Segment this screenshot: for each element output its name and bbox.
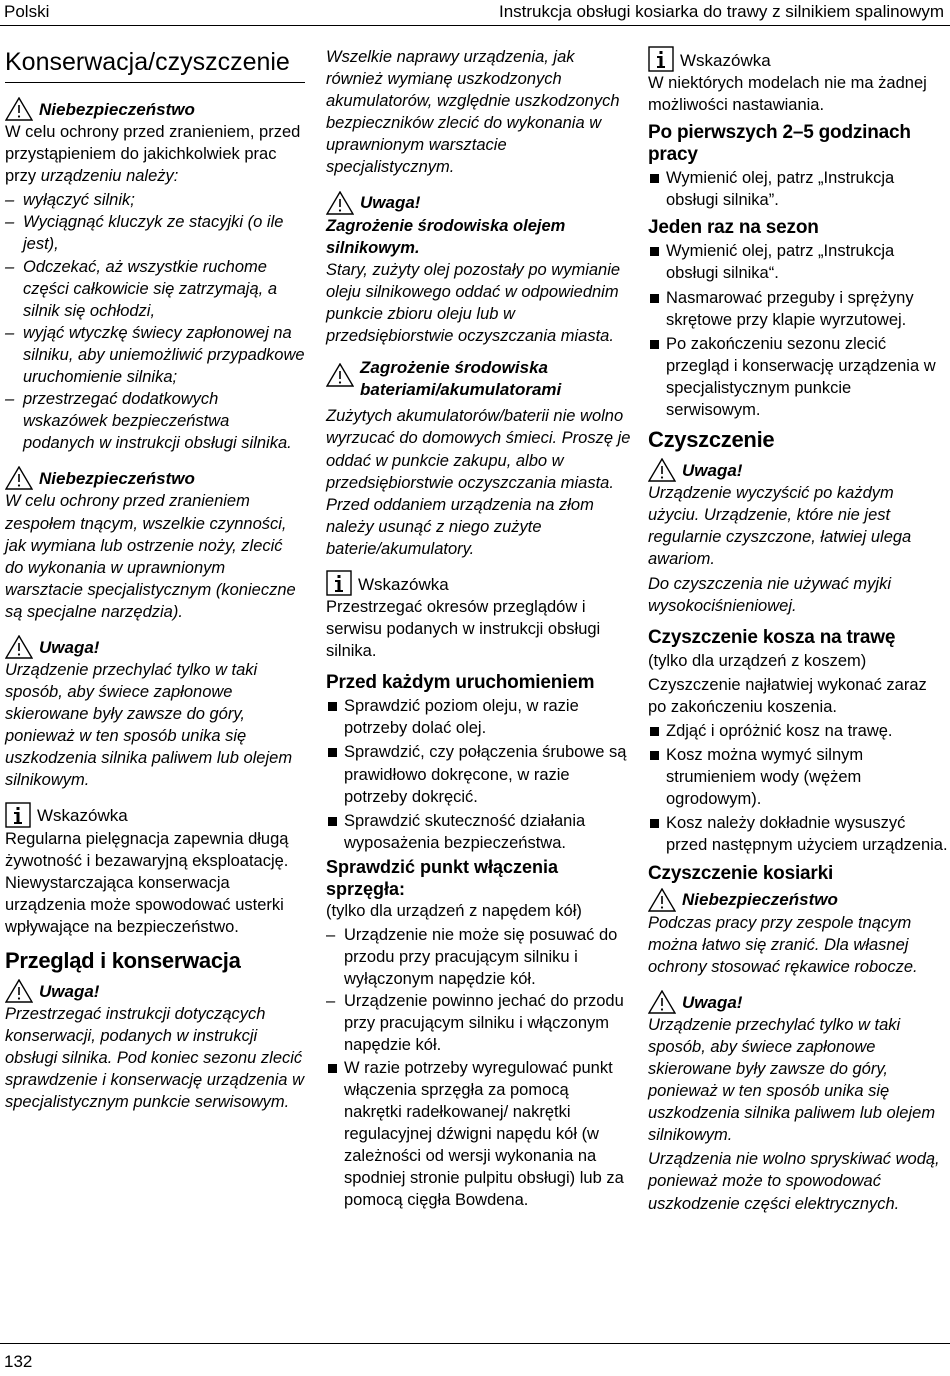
hint-notice-3 (648, 46, 948, 116)
caution-title: Uwaga! (39, 981, 100, 1001)
list-item: – Urządzenie powinno jechać do przodu przy pracującym silniku i włączonym napędzie kół. (326, 990, 631, 1056)
hint-title: Wskazówka (680, 50, 771, 70)
clutch-note: (tylko dla urządzeń z napędem kół) (326, 901, 582, 920)
caution-title: Uwaga! (682, 461, 743, 481)
warning-triangle-icon (5, 635, 33, 659)
caution-text: Urządzenia nie wolno spryskiwać wodą, ponieważ może to spowodować uszkodzenie części elektrycznych. (648, 1150, 940, 1213)
caution-title: Uwaga! (360, 193, 421, 213)
section-title-after-first-hours: Po pierwszych 2–5 godzinach pracy (648, 122, 911, 166)
list-item: Nasmarować przeguby i sprężyny skrętowe przy klapie wyrzutowej. (648, 287, 948, 331)
danger-notice-3 (648, 886, 948, 978)
hint-notice-2 (326, 570, 631, 662)
caution-notice-1 (5, 633, 305, 792)
caution-text: Przestrzegać instrukcji dotyczących konserwacji, podanych w instrukcji obsługi silnika. Pod koniec sezonu zlecić sprawdzenie i konserwację urządzenia w specjalistycznym punkcie serwisowym. (5, 1005, 304, 1112)
warning-triangle-icon (648, 458, 676, 482)
page-header (0, 0, 950, 26)
warning-triangle-icon (5, 979, 33, 1003)
list-item: Sprawdzić, czy połączenia śrubowe są prawidłowo dokręcone, w razie potrzeby dokręcić. (326, 741, 631, 807)
warning-triangle-icon (5, 97, 33, 121)
season-list (648, 240, 948, 421)
header-language: Polski (4, 2, 50, 21)
caution-text: Urządzenie przechylać tylko w taki sposób, aby świece zapłonowe skierowane były zawsze do góry, ponieważ w ten sposób unika się uszkodzenia silnika paliwem lub olejem silnikowym. (648, 1015, 936, 1145)
hint-text: Regularna pielęgnacja zapewnia długą żywotność i bezawaryjną eksploatację. Niewystarczająca konserwacja urządzenia może spowodować usterki wpływające na bezpieczeństwo. (5, 829, 289, 936)
hint-text: W niektórych modelach nie ma żadnej możliwości nastawiania. (648, 74, 927, 115)
caution-subtitle: Zagrożenie środowiska olejem silnikowym. (326, 216, 566, 257)
basket-note: (tylko dla urządzeń z koszem) (648, 651, 867, 670)
column-2 (326, 46, 631, 1213)
clutch-title: Sprawdzić punkt włączenia sprzęgła: (326, 856, 559, 899)
warning-triangle-icon (648, 990, 676, 1014)
hint-notice-1 (5, 802, 305, 938)
caution-text: Zużytych akumulatorów/baterii nie wolno wyrzucać do domowych śmieci. Proszę je oddać w punkcie zakupu, albo w przedsiębiorstwie oczyszczania miasta. Przed oddaniem urządzenia na złom należy usunąć z niego zużyte baterie/akumulatory. (326, 407, 631, 558)
before-start-list (326, 695, 631, 854)
hint-text: Przestrzegać okresów przeglądów i serwisu podanych w instrukcji obsługi silnika. (326, 597, 601, 661)
info-icon (648, 46, 674, 72)
danger-title: Niebezpieczeństwo (39, 469, 195, 489)
caution-title: Zagrożenie środowiska bateriami/akumulatorami (360, 358, 562, 400)
hint-title: Wskazówka (358, 574, 449, 594)
caution-notice-3 (648, 456, 948, 617)
caution-text: Do czyszczenia nie używać myjki wysokociśnieniowej. (648, 574, 891, 615)
basket-intro: Czyszczenie najłatwiej wykonać zaraz po zakończeniu koszenia. (648, 675, 927, 716)
section-title-maintenance: Konserwacja/czyszczenie (5, 46, 305, 83)
list-item: Sprawdzić poziom oleju, w razie potrzeby dolać olej. (326, 695, 631, 739)
section-title-season: Jeden raz na sezon (648, 217, 819, 239)
repairs-intro-text: Wszelkie naprawy urządzenia, jak również wymianę uszkodzonych akumulatorów, względnie uszkodzonych bezpieczników zlecić do wykonania w uprawnionym warsztacie specjalistycznym. (326, 48, 620, 177)
danger-intro-plain: W celu ochrony przed zranieniem, przed przystąpieniem do jakichkolwiek prac przy (5, 123, 301, 186)
page-number: 132 (4, 1352, 33, 1371)
section-title-basket-cleaning: Czyszczenie kosza na trawę (648, 626, 896, 648)
list-item: – Wyciągnąć kluczyk ze stacyjki (o ile jest), (5, 211, 305, 255)
caution-battery-notice (326, 357, 631, 560)
list-item: W razie potrzeby wyregulować punkt włączenia sprzęgła za pomocą nakrętki radełkowanej/ nakrętki regulacyjnej dźwigni napędu kół (w zależności od wersji wykonania na spodniej stronie pulpitu obsługi) lub za pomocą cięgła Bowdena. (326, 1057, 631, 1212)
caution-text: Urządzenie wyczyścić po każdym użyciu. Urządzenie, które nie jest regularnie czyszczone, łatwiej ulega awariom. (648, 484, 912, 569)
caution-text: Urządzenie przechylać tylko w taki sposób, aby świece zapłonowe skierowane były zawsze do góry, ponieważ w ten sposób unika się uszkodzenia silnika paliwem lub olejem silnikowym. (5, 660, 293, 790)
section-title-mower-cleaning: Czyszczenie kosiarki (648, 862, 834, 884)
danger-steps-list (5, 189, 305, 454)
danger-title: Niebezpieczeństwo (39, 99, 195, 119)
list-item: Po zakończeniu sezonu zlecić przegląd i konserwację urządzenia w specjalistycznym punkcie serwisowym. (648, 333, 948, 421)
list-item: – Odczekać, aż wszystkie ruchome części całkowicie się zatrzymają, a silnik się ochłodzi, (5, 256, 305, 322)
danger-notice-2 (5, 464, 305, 623)
warning-triangle-icon (326, 363, 354, 387)
warning-triangle-icon (5, 466, 33, 490)
list-item: – wyjąć wtyczkę świecy zapłonowej na silniku, aby uniemożliwić przypadkowe uruchomienie silnika; (5, 322, 305, 388)
caution-text: Stary, zużyty olej pozostały po wymianie oleju silnikowego oddać w odpowiednim punkcie zbioru oleju lub w przedsiębiorstwie oczyszczania miasta. (326, 260, 621, 346)
clutch-square-list (326, 1057, 631, 1212)
list-item: – Urządzenie nie może się posuwać do przodu przy pracującym silniku i wyłączonym napędzie kół. (326, 924, 631, 990)
column-1 (5, 46, 305, 1123)
basket-list (648, 720, 948, 857)
after-first-list (648, 167, 948, 211)
list-item: – przestrzegać dodatkowych wskazówek bezpieczeństwa podanych w instrukcji obsługi silnika. (5, 388, 305, 454)
section-title-before-start: Przed każdym uruchomieniem (326, 672, 595, 694)
list-item: Sprawdzić skuteczność działania wyposażenia bezpieczeństwa. (326, 810, 631, 854)
column-3 (648, 46, 948, 1225)
caution-notice-4 (648, 988, 948, 1215)
list-item: Wymienić olej, patrz „Instrukcja obsługi silnika“. (648, 240, 948, 284)
danger-notice-1 (5, 95, 305, 454)
list-item: Kosz można wymyć silnym strumieniem wody (wężem ogrodowym). (648, 744, 948, 810)
list-item: Kosz należy dokładnie wysuszyć przed następnym użyciem urządzenia. (648, 812, 948, 856)
caution-notice-2 (5, 977, 305, 1113)
warning-triangle-icon (648, 888, 676, 912)
info-icon (326, 570, 352, 596)
danger-intro-italic: urządzeniu należy: (40, 167, 179, 186)
danger-text: W celu ochrony przed zranieniem zespołem tnącym, wszelkie czynności, jak wymiana lub ostrzenie noży, zlecić do wykonania w uprawnionym warsztacie specjalistycznym (konieczne są specjalne narzędzia). (5, 492, 296, 621)
caution-oil-notice (326, 189, 631, 348)
list-item: – wyłączyć silnik; (5, 189, 305, 211)
caution-title: Uwaga! (39, 637, 100, 657)
list-item: Wymienić olej, patrz „Instrukcja obsługi silnika”. (648, 167, 948, 211)
list-item: Zdjąć i opróżnić kosz na trawę. (648, 720, 948, 742)
section-title-inspection: Przegląd i konserwacja (5, 948, 241, 973)
caution-title: Uwaga! (682, 992, 743, 1012)
danger-intro (5, 121, 305, 187)
section-title-cleaning: Czyszczenie (648, 427, 775, 453)
header-doc-title: Instrukcja obsługi kosiarka do trawy z silnikiem spalinowym (499, 2, 944, 21)
page-footer (0, 1343, 950, 1371)
clutch-dash-list (326, 924, 631, 1057)
warning-triangle-icon (326, 191, 354, 215)
danger-title: Niebezpieczeństwo (682, 890, 838, 910)
info-icon (5, 802, 31, 828)
danger-text: Podczas pracy przy zespole tnącym można łatwo się zranić. Dla własnej ochrony stosować rękawice robocze. (648, 913, 918, 976)
hint-title: Wskazówka (37, 806, 128, 826)
